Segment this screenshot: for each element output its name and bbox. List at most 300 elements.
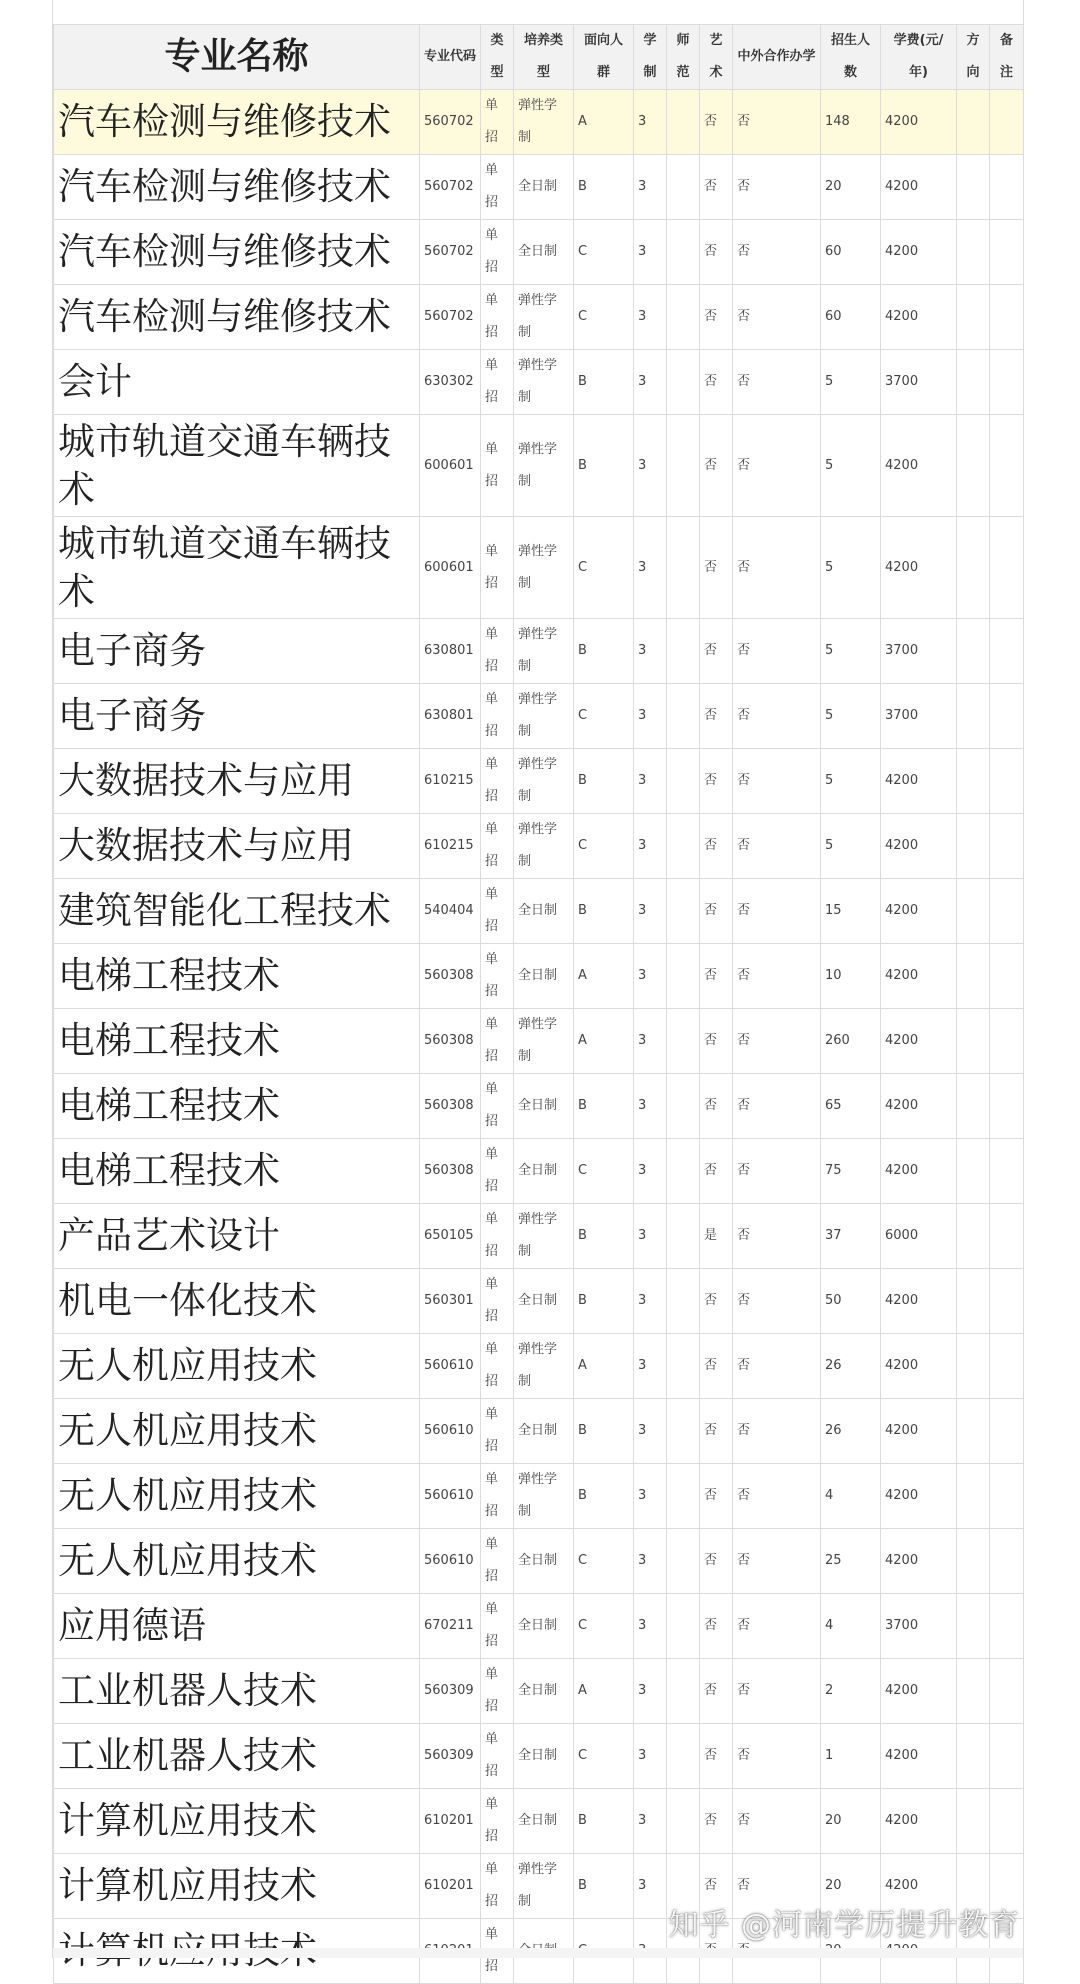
cell-major-name: 大数据技术与应用 — [54, 749, 420, 814]
cell-direction — [957, 1464, 990, 1529]
cell-teacher — [667, 684, 700, 749]
enrollment-table — [53, 24, 1024, 1984]
header-name: 专业名称 — [54, 25, 420, 90]
cell-coop: 否 — [733, 1074, 821, 1139]
cell-code: 560308 — [420, 1009, 481, 1074]
cell-note — [990, 1269, 1024, 1334]
cell-coop: 否 — [733, 1269, 821, 1334]
cell-art: 否 — [700, 1724, 733, 1789]
cell-group: C — [574, 1594, 634, 1659]
watermark-text: 知乎 @河南学历提升教育 — [668, 1908, 1020, 1943]
cell-type: 单招 — [481, 285, 514, 350]
cell-code: 630801 — [420, 619, 481, 684]
cell-quota: 25 — [821, 1529, 881, 1594]
cell-type: 单招 — [481, 1074, 514, 1139]
cell-teacher — [667, 350, 700, 415]
cell-fee: 4200 — [881, 220, 957, 285]
table-header — [54, 25, 1024, 90]
cell-major-name: 计算机应用技术 — [54, 1854, 420, 1919]
cell-type: 单招 — [481, 1269, 514, 1334]
cell-art: 否 — [700, 1659, 733, 1724]
table-row — [54, 879, 1024, 944]
table-row — [54, 1789, 1024, 1854]
cell-art: 否 — [700, 1399, 733, 1464]
header-quota: 招生人数 — [821, 25, 881, 90]
cell-group: B — [574, 415, 634, 517]
cell-direction — [957, 517, 990, 619]
cell-direction — [957, 1594, 990, 1659]
cell-note — [990, 517, 1024, 619]
cell-group: C — [574, 285, 634, 350]
cell-coop: 否 — [733, 155, 821, 220]
cell-mode: 弹性学制 — [514, 517, 574, 619]
cell-quota: 5 — [821, 350, 881, 415]
cell-direction — [957, 944, 990, 1009]
cell-mode: 全日制 — [514, 879, 574, 944]
header-mode: 培养类型 — [514, 25, 574, 90]
cell-note — [990, 749, 1024, 814]
cell-teacher — [667, 879, 700, 944]
cell-major-name: 电梯工程技术 — [54, 1074, 420, 1139]
cell-code: 560308 — [420, 944, 481, 1009]
cell-teacher — [667, 155, 700, 220]
cell-mode: 弹性学制 — [514, 1464, 574, 1529]
cell-major-name: 建筑智能化工程技术 — [54, 879, 420, 944]
cell-years: 3 — [634, 155, 667, 220]
cell-fee: 4200 — [881, 1139, 957, 1204]
cell-fee: 4200 — [881, 1009, 957, 1074]
cell-years: 3 — [634, 1464, 667, 1529]
cell-quota: 10 — [821, 944, 881, 1009]
cell-art: 否 — [700, 1594, 733, 1659]
cell-years: 3 — [634, 350, 667, 415]
cell-note — [990, 1659, 1024, 1724]
cell-fee: 4200 — [881, 1724, 957, 1789]
cell-coop: 否 — [733, 749, 821, 814]
cell-coop: 否 — [733, 814, 821, 879]
table-row — [54, 1529, 1024, 1594]
cell-coop: 否 — [733, 285, 821, 350]
cell-coop: 否 — [733, 1464, 821, 1529]
cell-type: 单招 — [481, 619, 514, 684]
cell-direction — [957, 1399, 990, 1464]
cell-coop: 否 — [733, 1854, 821, 1919]
cell-art: 否 — [700, 350, 733, 415]
cell-fee: 4200 — [881, 1269, 957, 1334]
cell-years: 3 — [634, 1789, 667, 1854]
table-row — [54, 220, 1024, 285]
cell-mode: 全日制 — [514, 1724, 574, 1789]
cell-fee: 4200 — [881, 1854, 957, 1919]
cell-code: 560308 — [420, 1074, 481, 1139]
cell-mode: 全日制 — [514, 220, 574, 285]
cell-quota: 15 — [821, 879, 881, 944]
table-row — [54, 814, 1024, 879]
cell-code: 630801 — [420, 684, 481, 749]
cell-group: B — [574, 1854, 634, 1919]
table-row — [54, 749, 1024, 814]
cell-art: 否 — [700, 155, 733, 220]
cell-type: 单招 — [481, 944, 514, 1009]
cell-art: 否 — [700, 285, 733, 350]
cell-type: 单招 — [481, 220, 514, 285]
cell-note — [990, 1789, 1024, 1854]
cell-direction — [957, 285, 990, 350]
cell-code: 610215 — [420, 749, 481, 814]
cell-years: 3 — [634, 1009, 667, 1074]
cell-direction — [957, 814, 990, 879]
cell-group: A — [574, 944, 634, 1009]
cell-mode: 弹性学制 — [514, 619, 574, 684]
cell-note — [990, 1074, 1024, 1139]
cell-note — [990, 684, 1024, 749]
cell-coop: 否 — [733, 1334, 821, 1399]
cell-art: 否 — [700, 1009, 733, 1074]
cell-quota: 75 — [821, 1139, 881, 1204]
cell-major-name: 城市轨道交通车辆技术 — [54, 415, 420, 517]
cell-direction — [957, 879, 990, 944]
cell-teacher — [667, 1334, 700, 1399]
cell-fee: 4200 — [881, 285, 957, 350]
cell-years: 3 — [634, 879, 667, 944]
cell-mode: 弹性学制 — [514, 350, 574, 415]
cell-quota: 26 — [821, 1399, 881, 1464]
cell-art: 否 — [700, 619, 733, 684]
cell-fee: 4200 — [881, 1334, 957, 1399]
cell-group: A — [574, 90, 634, 155]
cell-note — [990, 1399, 1024, 1464]
cell-fee: 3700 — [881, 350, 957, 415]
cell-fee: 3700 — [881, 619, 957, 684]
cell-coop: 否 — [733, 1204, 821, 1269]
cell-major-name: 工业机器人技术 — [54, 1724, 420, 1789]
cell-group: B — [574, 1464, 634, 1529]
cell-note — [990, 1009, 1024, 1074]
cell-art: 否 — [700, 1789, 733, 1854]
cell-teacher — [667, 1139, 700, 1204]
cell-fee: 6000 — [881, 1204, 957, 1269]
cell-quota: 60 — [821, 220, 881, 285]
cell-teacher — [667, 1074, 700, 1139]
cell-direction — [957, 1139, 990, 1204]
cell-mode: 弹性学制 — [514, 90, 574, 155]
cell-note — [990, 944, 1024, 1009]
cell-major-name: 工业机器人技术 — [54, 1659, 420, 1724]
cell-quota: 50 — [821, 1269, 881, 1334]
cell-direction — [957, 1009, 990, 1074]
cell-art: 否 — [700, 944, 733, 1009]
cell-fee: 4200 — [881, 1464, 957, 1529]
cell-years: 3 — [634, 1139, 667, 1204]
cell-fee: 4200 — [881, 517, 957, 619]
cell-teacher — [667, 1724, 700, 1789]
cell-group: C — [574, 1139, 634, 1204]
cell-quota: 5 — [821, 814, 881, 879]
cell-code: 540404 — [420, 879, 481, 944]
cell-direction — [957, 684, 990, 749]
cell-quota: 20 — [821, 1789, 881, 1854]
cell-years: 3 — [634, 944, 667, 1009]
cell-coop: 否 — [733, 1659, 821, 1724]
cell-group: C — [574, 220, 634, 285]
cell-major-name: 会计 — [54, 350, 420, 415]
cell-major-name: 无人机应用技术 — [54, 1334, 420, 1399]
cell-years: 3 — [634, 1399, 667, 1464]
cell-code: 630302 — [420, 350, 481, 415]
cell-mode: 全日制 — [514, 1659, 574, 1724]
cell-art: 否 — [700, 1074, 733, 1139]
cell-group: B — [574, 1399, 634, 1464]
cell-group: B — [574, 879, 634, 944]
cell-major-name: 应用德语 — [54, 1594, 420, 1659]
cell-quota: 4 — [821, 1594, 881, 1659]
cell-mode: 全日制 — [514, 155, 574, 220]
cell-mode: 弹性学制 — [514, 1009, 574, 1074]
cell-note — [990, 1204, 1024, 1269]
header-teacher: 师范 — [667, 25, 700, 90]
table-row — [54, 1074, 1024, 1139]
cell-group: A — [574, 1009, 634, 1074]
cell-teacher — [667, 749, 700, 814]
cell-coop: 否 — [733, 619, 821, 684]
cell-fee: 4200 — [881, 1074, 957, 1139]
cell-type: 单招 — [481, 1204, 514, 1269]
cell-mode: 全日制 — [514, 1074, 574, 1139]
header-years: 学制 — [634, 25, 667, 90]
header-group: 面向人群 — [574, 25, 634, 90]
cell-teacher — [667, 285, 700, 350]
cell-fee: 4200 — [881, 1529, 957, 1594]
cell-art: 否 — [700, 1529, 733, 1594]
header-direction: 方向 — [957, 25, 990, 90]
table-row — [54, 1399, 1024, 1464]
cell-mode: 全日制 — [514, 1269, 574, 1334]
cell-mode: 全日制 — [514, 1399, 574, 1464]
cell-code: 560309 — [420, 1724, 481, 1789]
cell-group: C — [574, 684, 634, 749]
header-coop: 中外合作办学 — [733, 25, 821, 90]
cell-type: 单招 — [481, 749, 514, 814]
table-row — [54, 155, 1024, 220]
cell-major-name: 电子商务 — [54, 684, 420, 749]
cell-mode: 弹性学制 — [514, 684, 574, 749]
cell-note — [990, 90, 1024, 155]
cell-major-name: 汽车检测与维修技术 — [54, 220, 420, 285]
cell-teacher — [667, 220, 700, 285]
cell-coop: 否 — [733, 879, 821, 944]
cell-direction — [957, 350, 990, 415]
cell-mode: 全日制 — [514, 1139, 574, 1204]
cell-years: 3 — [634, 749, 667, 814]
cell-direction — [957, 1269, 990, 1334]
cell-code: 670211 — [420, 1594, 481, 1659]
cell-years: 3 — [634, 1594, 667, 1659]
cell-coop: 否 — [733, 1009, 821, 1074]
cell-major-name: 电梯工程技术 — [54, 944, 420, 1009]
cell-major-name: 电梯工程技术 — [54, 1009, 420, 1074]
cell-code: 560702 — [420, 155, 481, 220]
cell-teacher — [667, 415, 700, 517]
table-row — [54, 285, 1024, 350]
cell-mode: 弹性学制 — [514, 814, 574, 879]
cell-type: 单招 — [481, 1659, 514, 1724]
cell-major-name: 电子商务 — [54, 619, 420, 684]
cell-years: 3 — [634, 415, 667, 517]
cell-group: B — [574, 619, 634, 684]
cell-note — [990, 415, 1024, 517]
cell-note — [990, 1594, 1024, 1659]
cell-code: 610201 — [420, 1854, 481, 1919]
cell-type: 单招 — [481, 1789, 514, 1854]
cell-note — [990, 1334, 1024, 1399]
cell-teacher — [667, 1594, 700, 1659]
cell-note — [990, 220, 1024, 285]
cell-code: 560702 — [420, 220, 481, 285]
cell-fee: 4200 — [881, 415, 957, 517]
cell-note — [990, 1464, 1024, 1529]
cell-art: 否 — [700, 814, 733, 879]
cell-type: 单招 — [481, 879, 514, 944]
cell-fee: 4200 — [881, 879, 957, 944]
cell-direction — [957, 155, 990, 220]
cell-years: 3 — [634, 1204, 667, 1269]
cell-teacher — [667, 90, 700, 155]
cell-code: 610201 — [420, 1789, 481, 1854]
cell-group: A — [574, 1334, 634, 1399]
cell-mode: 全日制 — [514, 1789, 574, 1854]
cell-fee: 4200 — [881, 944, 957, 1009]
cell-art: 否 — [700, 415, 733, 517]
cell-coop: 否 — [733, 1789, 821, 1854]
cell-group: B — [574, 1074, 634, 1139]
cell-quota: 26 — [821, 1334, 881, 1399]
cell-code: 650105 — [420, 1204, 481, 1269]
document-page — [52, 0, 1024, 1974]
cell-major-name: 无人机应用技术 — [54, 1464, 420, 1529]
table-row — [54, 1724, 1024, 1789]
cell-fee: 4200 — [881, 1399, 957, 1464]
table-row — [54, 1594, 1024, 1659]
header-fee: 学费(元/年) — [881, 25, 957, 90]
cell-fee: 4200 — [881, 814, 957, 879]
cell-teacher — [667, 1009, 700, 1074]
cell-coop: 否 — [733, 517, 821, 619]
cell-art: 否 — [700, 1464, 733, 1529]
cell-code: 560308 — [420, 1139, 481, 1204]
cell-major-name: 无人机应用技术 — [54, 1399, 420, 1464]
cell-direction — [957, 1724, 990, 1789]
cell-fee: 4200 — [881, 155, 957, 220]
table-row — [54, 944, 1024, 1009]
cell-art: 否 — [700, 749, 733, 814]
cell-type: 单招 — [481, 1139, 514, 1204]
table-body — [54, 90, 1024, 1984]
cell-group: B — [574, 1204, 634, 1269]
cell-teacher — [667, 814, 700, 879]
cell-code: 560702 — [420, 285, 481, 350]
header-code: 专业代码 — [420, 25, 481, 90]
cell-type: 单招 — [481, 814, 514, 879]
cell-quota: 5 — [821, 517, 881, 619]
cell-note — [990, 814, 1024, 879]
cell-type: 单招 — [481, 415, 514, 517]
cell-art: 否 — [700, 1334, 733, 1399]
cell-mode: 全日制 — [514, 1529, 574, 1594]
cell-type: 单招 — [481, 1334, 514, 1399]
table-row — [54, 90, 1024, 155]
cell-code: 560610 — [420, 1529, 481, 1594]
cell-code: 610215 — [420, 814, 481, 879]
cell-group: B — [574, 749, 634, 814]
cell-type: 单招 — [481, 1399, 514, 1464]
cell-mode: 弹性学制 — [514, 749, 574, 814]
cell-years: 3 — [634, 517, 667, 619]
cell-type: 单招 — [481, 1529, 514, 1594]
cell-years: 3 — [634, 285, 667, 350]
cell-fee: 4200 — [881, 749, 957, 814]
cell-note — [990, 619, 1024, 684]
cell-coop: 否 — [733, 1724, 821, 1789]
cell-years: 3 — [634, 220, 667, 285]
cell-fee: 4200 — [881, 90, 957, 155]
cell-code: 560610 — [420, 1399, 481, 1464]
cell-coop: 否 — [733, 1399, 821, 1464]
cell-years: 3 — [634, 814, 667, 879]
cell-direction — [957, 1204, 990, 1269]
cell-direction — [957, 1659, 990, 1724]
cell-type: 单招 — [481, 350, 514, 415]
cell-teacher — [667, 1464, 700, 1529]
cell-group: B — [574, 1269, 634, 1334]
cell-teacher — [667, 517, 700, 619]
cell-quota: 148 — [821, 90, 881, 155]
cell-fee: 3700 — [881, 1594, 957, 1659]
cell-coop: 否 — [733, 415, 821, 517]
cell-years: 3 — [634, 1724, 667, 1789]
cell-teacher — [667, 1204, 700, 1269]
header-type: 类型 — [481, 25, 514, 90]
cell-fee: 4200 — [881, 1659, 957, 1724]
cell-mode: 全日制 — [514, 1594, 574, 1659]
cell-major-name: 汽车检测与维修技术 — [54, 155, 420, 220]
table-row — [54, 1659, 1024, 1724]
cell-quota: 37 — [821, 1204, 881, 1269]
cell-quota: 260 — [821, 1009, 881, 1074]
cell-years: 3 — [634, 1854, 667, 1919]
table-row — [54, 1204, 1024, 1269]
cell-coop: 否 — [733, 1139, 821, 1204]
cell-art: 是 — [700, 1204, 733, 1269]
cell-art: 否 — [700, 220, 733, 285]
cell-code: 560702 — [420, 90, 481, 155]
cell-years: 3 — [634, 1529, 667, 1594]
header-note: 备注 — [990, 25, 1024, 90]
cell-group: B — [574, 350, 634, 415]
cell-teacher — [667, 944, 700, 1009]
cell-note — [990, 285, 1024, 350]
table-row — [54, 517, 1024, 619]
cell-art: 否 — [700, 1854, 733, 1919]
cell-type: 单招 — [481, 90, 514, 155]
cell-quota: 4 — [821, 1464, 881, 1529]
cell-major-name: 大数据技术与应用 — [54, 814, 420, 879]
cell-type: 单招 — [481, 1854, 514, 1919]
cell-quota: 1 — [821, 1724, 881, 1789]
cell-major-name: 产品艺术设计 — [54, 1204, 420, 1269]
cell-quota: 5 — [821, 619, 881, 684]
cell-direction — [957, 1529, 990, 1594]
cell-quota: 20 — [821, 1854, 881, 1919]
